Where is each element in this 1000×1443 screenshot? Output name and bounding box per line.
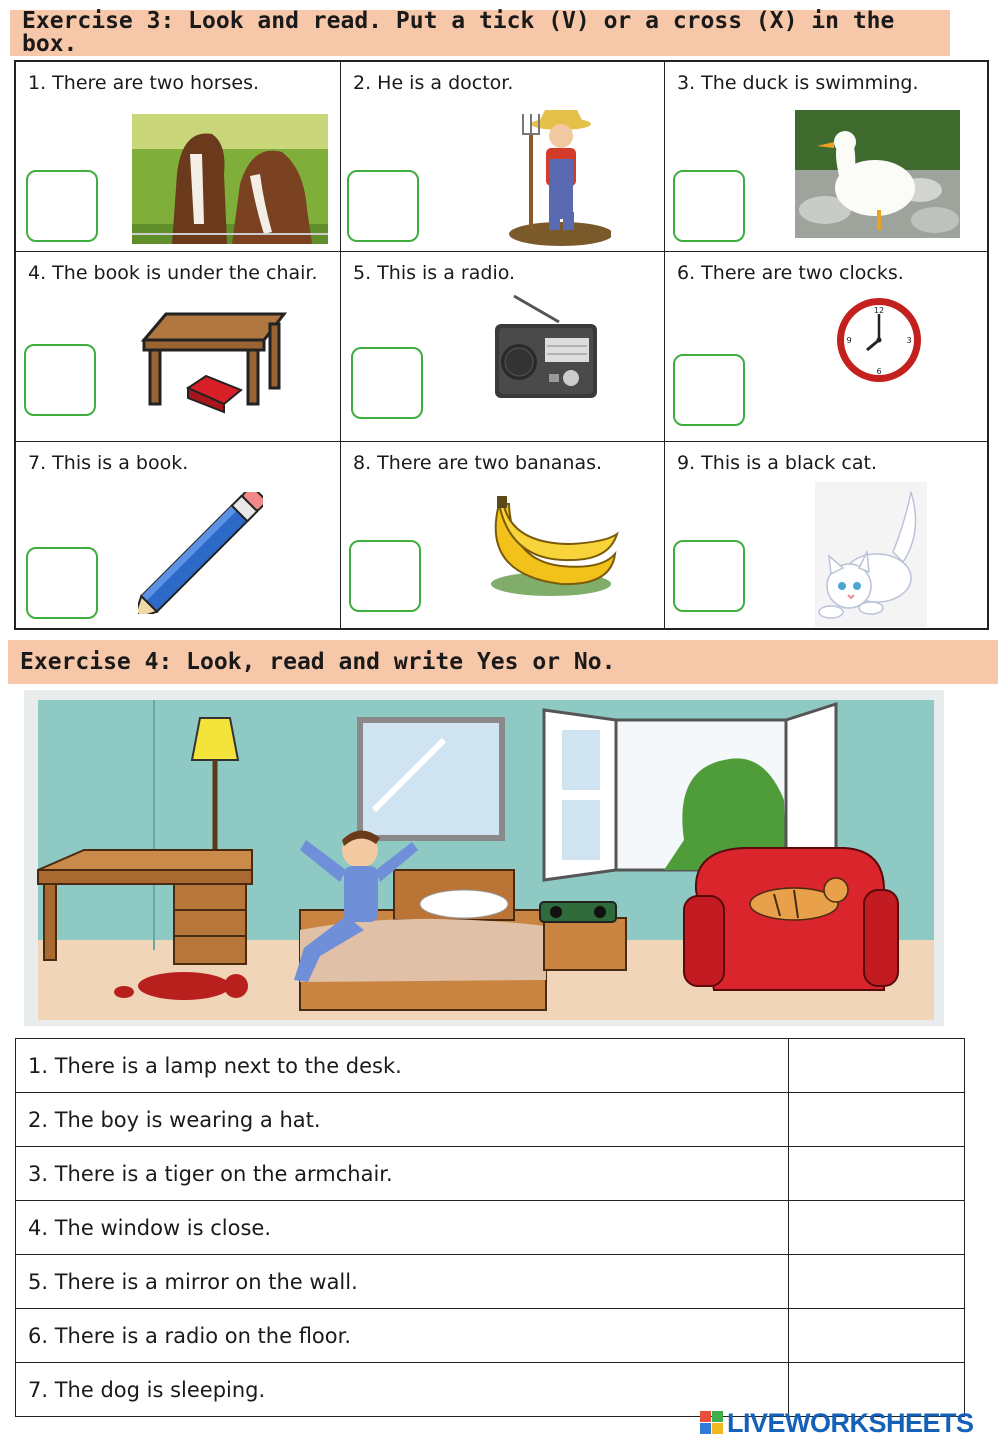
item-text: 7. This is a book.	[28, 452, 189, 474]
answer-box[interactable]	[26, 547, 98, 619]
statement-text: 2. The boy is wearing a hat.	[16, 1093, 789, 1147]
liveworksheets-logo[interactable]	[700, 1408, 974, 1438]
item-text: 6. There are two clocks.	[677, 262, 904, 284]
horses-image	[132, 114, 328, 244]
answer-box[interactable]	[24, 344, 96, 416]
answer-box[interactable]	[673, 540, 745, 612]
white-cat-image	[815, 482, 927, 627]
item-text: 4. The book is under the chair.	[28, 262, 318, 284]
answer-box[interactable]	[673, 170, 745, 242]
answer-cell	[789, 1147, 965, 1201]
bananas-image	[481, 494, 621, 604]
answer-cell	[789, 1093, 965, 1147]
exercise3-item	[16, 62, 341, 252]
exercise3-item	[341, 252, 665, 442]
table-row	[16, 1309, 965, 1363]
svg-text:3: 3	[906, 336, 912, 345]
bedroom-scene-image	[24, 690, 944, 1026]
statement-text: 7. The dog is sleeping.	[16, 1363, 789, 1417]
answer-input[interactable]	[789, 1040, 968, 1092]
statement-text: 6. There is a radio on the floor.	[16, 1309, 789, 1363]
clock-image	[833, 294, 925, 386]
answer-box[interactable]	[26, 170, 98, 242]
statement-text: 4. The window is close.	[16, 1201, 789, 1255]
item-text: 5. This is a radio.	[353, 262, 516, 284]
table-row	[16, 1147, 965, 1201]
item-text: 3. The duck is swimming.	[677, 72, 919, 94]
answer-cell	[789, 1255, 965, 1309]
duck-image	[795, 110, 960, 238]
exercise3-item	[16, 442, 341, 628]
answer-box[interactable]	[347, 170, 419, 242]
answer-input[interactable]	[789, 1202, 968, 1254]
table-book-image	[136, 310, 288, 415]
table-row	[16, 1039, 965, 1093]
statement-text: 5. There is a mirror on the wall.	[16, 1255, 789, 1309]
table-row	[16, 1255, 965, 1309]
statement-text: 3. There is a tiger on the armchair.	[16, 1147, 789, 1201]
statement-text: 1. There is a lamp next to the desk.	[16, 1039, 789, 1093]
answer-input[interactable]	[789, 1310, 968, 1362]
answer-cell	[789, 1309, 965, 1363]
logo-blocks-icon	[700, 1411, 724, 1435]
exercise4-heading: Exercise 4: Look, read and write Yes or No.	[8, 640, 998, 684]
farmer-image	[501, 104, 611, 249]
answer-box[interactable]	[351, 347, 423, 419]
answer-input[interactable]	[789, 1148, 968, 1200]
answer-cell	[789, 1201, 965, 1255]
answer-input[interactable]	[789, 1094, 968, 1146]
item-text: 1. There are two horses.	[28, 72, 260, 94]
item-text: 2. He is a doctor.	[353, 72, 514, 94]
svg-text:12: 12	[873, 306, 885, 315]
exercise3-item	[665, 62, 987, 252]
yes-no-table	[15, 1038, 965, 1417]
table-row	[16, 1093, 965, 1147]
answer-box[interactable]	[349, 540, 421, 612]
answer-cell	[789, 1039, 965, 1093]
exercise3-grid	[14, 60, 989, 630]
exercise3-item	[665, 252, 987, 442]
item-text: 8. There are two bananas.	[353, 452, 603, 474]
exercise3-item	[665, 442, 987, 628]
svg-text:9: 9	[846, 336, 852, 345]
answer-input[interactable]	[789, 1256, 968, 1308]
brand-name: LIVEWORKSHEETS	[727, 1407, 974, 1438]
exercise3-heading: Exercise 3: Look and read. Put a tick (V) or a cross (X) in the box.	[10, 10, 950, 56]
answer-box[interactable]	[673, 354, 745, 426]
pencil-image	[138, 492, 263, 614]
item-text: 9. This is a black cat.	[677, 452, 877, 474]
exercise3-item	[341, 442, 665, 628]
exercise3-item	[16, 252, 341, 442]
table-row	[16, 1201, 965, 1255]
svg-text:6: 6	[876, 367, 882, 376]
exercise3-item	[341, 62, 665, 252]
radio-image	[489, 294, 604, 404]
